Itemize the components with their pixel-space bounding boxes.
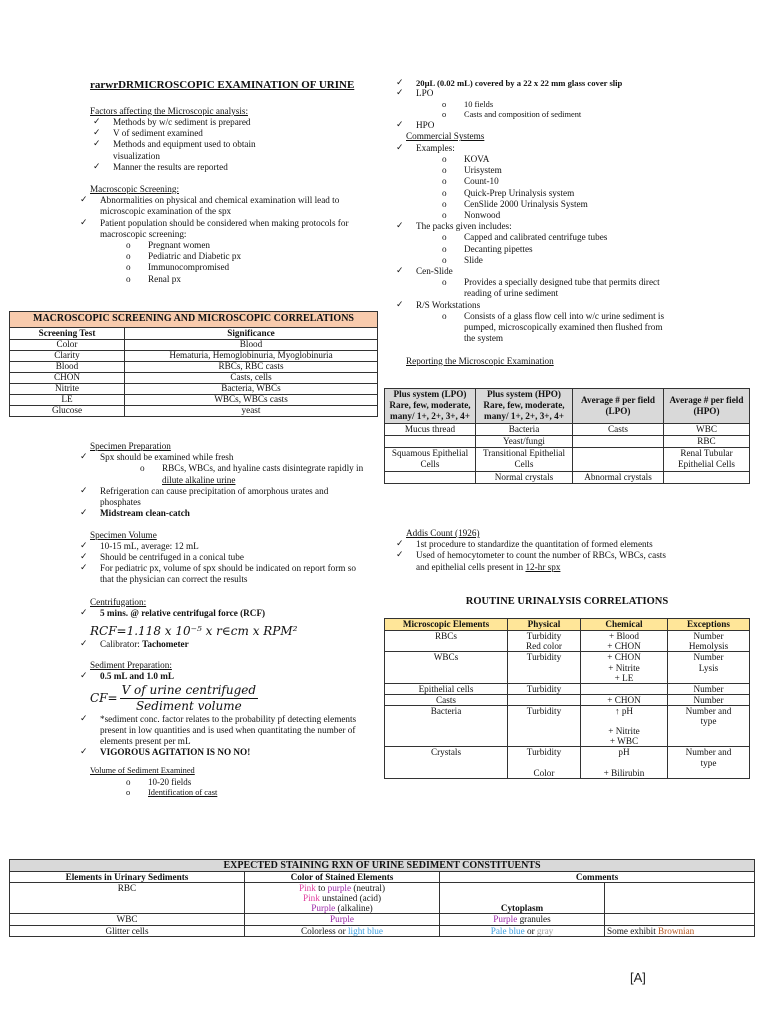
table-row <box>385 435 750 447</box>
factors-heading: Factors affecting the Microscopic analysis: <box>90 105 249 116</box>
table-cell: WBC <box>10 914 245 925</box>
column-header: Exceptions <box>668 619 750 631</box>
list-item: ✓ V of sediment examined <box>80 128 380 139</box>
column-header: Significance <box>125 327 378 339</box>
addis-section <box>406 528 756 573</box>
table-row <box>385 448 750 471</box>
table-cell: + CHON + Nitrite + LE <box>581 652 668 683</box>
list-item <box>67 639 380 650</box>
table-cell: pH + Bilirubin <box>581 747 668 778</box>
list-item: o Immunocompromised <box>80 262 380 273</box>
slide-list <box>383 78 756 100</box>
specimen-prep-section <box>90 441 380 520</box>
table-cell: Transitional Epithelial Cells <box>476 448 573 471</box>
table-cell: Purple <box>245 914 440 925</box>
cf-formula <box>90 683 380 713</box>
left-column-lower <box>90 441 380 798</box>
volume-list <box>67 541 357 586</box>
screening-table-title: MACROSCOPIC SCREENING AND MICROSCOPIC CORRELATIONS <box>10 312 378 328</box>
table-cell: Turbidity <box>508 652 581 683</box>
packs-sublist <box>396 232 756 266</box>
list-item: o 10-20 fields <box>80 777 380 788</box>
specimen-volume-heading: Specimen Volume <box>90 529 157 540</box>
list-item: o KOVA <box>396 154 756 165</box>
stain-text: Some exhibit <box>607 925 656 936</box>
table-row <box>10 361 378 372</box>
volume-examined-section <box>90 766 380 797</box>
table-cell: Bacteria <box>476 423 573 435</box>
table-cell: + Blood + CHON <box>581 631 668 652</box>
table-cell: Bacteria, WBCs <box>125 383 378 394</box>
table-cell <box>605 883 755 914</box>
cf-numerator: V of urine centrifuged <box>121 683 257 698</box>
stain-text: Purple <box>311 903 336 914</box>
centrifugation-section <box>90 597 380 650</box>
table-cell <box>581 683 668 694</box>
stain-text: Colorless or <box>301 925 346 936</box>
list-item: o Pediatric and Diabetic px <box>80 251 380 262</box>
calibrator-value: Tachometer <box>142 638 189 649</box>
table-row <box>10 405 378 416</box>
specimen-volume-section <box>90 530 380 586</box>
table-cell <box>385 435 476 447</box>
commercial-list <box>383 143 756 154</box>
table-cell <box>605 914 755 925</box>
sediment-list <box>67 671 380 682</box>
column-header: Microscopic Elements <box>385 619 508 631</box>
list-item: ✓ Abnormalities on physical and chemical examination will lead to microscopic examination of the spx <box>67 195 360 217</box>
column-header: Chemical <box>581 619 668 631</box>
table-cell: Yeast/fungi <box>476 435 573 447</box>
table-cell: Bacteria <box>385 705 508 746</box>
packs-list <box>383 221 756 232</box>
centrifugation-list <box>67 608 380 619</box>
list-item: ✓ 10-15 mL, average: 12 mL <box>67 541 357 552</box>
addis-list <box>383 539 673 573</box>
right-column <box>406 78 756 367</box>
table-cell: RBCs <box>385 631 508 652</box>
list-item: ✓ Examples: <box>383 143 756 154</box>
macroscopic-heading: Macroscopic Screening: <box>90 183 180 194</box>
list-item: ✓ Spx should be examined while fresh <box>67 452 380 463</box>
table-cell: Number and type <box>668 747 750 778</box>
column-header: Screening Test <box>10 327 125 339</box>
table-cell: Number Lysis <box>668 652 750 683</box>
examples-list <box>396 154 756 221</box>
table-cell: Number Hemolysis <box>668 631 750 652</box>
stain-text: Purple <box>493 914 518 925</box>
table-cell: Epithelial cells <box>385 683 508 694</box>
calibrator-list <box>67 639 380 650</box>
stain-text: to <box>318 883 326 894</box>
table-row <box>385 705 750 746</box>
cf-fraction <box>120 683 259 713</box>
volume-examined-list <box>80 777 380 798</box>
table-cell <box>573 435 664 447</box>
table-cell: WBCs, WBCs casts <box>125 394 378 405</box>
table-cell: Blood <box>125 340 378 351</box>
left-column <box>90 79 380 285</box>
list-item: ✓ VIGOROUS AGITATION IS NO NO! <box>67 747 357 758</box>
sediment-heading: Sediment Preparation: <box>90 659 172 670</box>
table-cell: Number and type <box>668 705 750 746</box>
specimen-prep-heading: Specimen Preparation <box>90 441 171 451</box>
table-cell: Turbidity Red color <box>508 631 581 652</box>
table-cell: Turbidity <box>508 705 581 746</box>
list-item: o Capped and calibrated centrifuge tubes <box>396 232 756 243</box>
sediment-section <box>90 660 380 759</box>
table-row <box>10 394 378 405</box>
column-header: Plus system (LPO) Rare, few, moderate, many/ 1+, 2+, 3+, 4+ <box>385 389 476 424</box>
list-item <box>80 463 370 485</box>
table-cell: ↑ pH + Nitrite + WBC <box>581 705 668 746</box>
list-item: ✓ 5 mins. @ relative centrifugal force (RCF) <box>67 608 380 619</box>
addis-text: Used of hemocytometer to count the number of RBCs, WBCs, casts and epithelial cells present in <box>416 550 666 572</box>
table-cell: Casts, cells <box>125 372 378 383</box>
table-cell: Squamous Epithelial Cells <box>385 448 476 471</box>
table-cell <box>385 471 476 483</box>
lpo-sublist <box>396 100 756 121</box>
table-row <box>385 471 750 483</box>
prep-sublist <box>80 463 370 485</box>
table-cell: Glitter cells <box>10 925 245 936</box>
stain-text: unstained (acid) <box>322 893 382 904</box>
list-item: ✓ For pediatric px, volume of spx should be indicated on report form so that the physician can correct the results <box>67 563 357 585</box>
routine-title: ROUTINE URINALYSIS CORRELATIONS <box>465 596 669 607</box>
addis-heading: Addis Count (1926) <box>406 528 480 538</box>
factors-section <box>90 106 380 173</box>
table-cell: Nitrite <box>10 383 125 394</box>
list-item: ✓ R/S Workstations <box>383 300 756 311</box>
rs-list <box>383 300 756 311</box>
table-row <box>385 747 750 778</box>
table-cell: RBCs, RBC casts <box>125 361 378 372</box>
rs-sublist <box>396 311 666 345</box>
column-header: Comments <box>440 872 755 883</box>
prep-sub-underlined: dilute alkaline urine <box>162 474 236 485</box>
column-header: Average # per field (HPO) <box>664 389 750 424</box>
cf-denominator: Sediment volume <box>135 698 242 713</box>
list-item: o Quick-Prep Urinalysis system <box>396 188 756 199</box>
commercial-heading: Commercial Systems <box>406 131 485 142</box>
list-item: o Slide <box>396 255 756 266</box>
table-row <box>10 914 755 925</box>
table-row <box>10 925 755 936</box>
table-cell <box>605 925 755 936</box>
table-cell <box>440 914 605 925</box>
table-cell: Crystals <box>385 747 508 778</box>
table-cell <box>573 448 664 471</box>
table-cell: Normal crystals <box>476 471 573 483</box>
routine-table <box>384 618 750 779</box>
table-cell: Turbidity <box>508 683 581 694</box>
cf-lhs: CF= <box>90 691 118 706</box>
censlide-sublist <box>396 277 666 299</box>
table-cell: Casts <box>385 694 508 705</box>
table-cell: Turbidity Color <box>508 747 581 778</box>
volume-examined-heading: Volume of Sediment Examined <box>90 766 195 776</box>
hpo-list <box>383 120 756 131</box>
table-cell: Hematuria, Hemoglobinuria, Myoglobinuria <box>125 350 378 361</box>
table-cell: Glucose <box>10 405 125 416</box>
list-item: ✓ HPO <box>383 120 756 131</box>
page-mark: [A] <box>630 970 646 985</box>
list-item: ✓ 0.5 mL and 1.0 mL <box>67 671 380 682</box>
table-cell: + CHON <box>581 694 668 705</box>
table-cell: CHON <box>10 372 125 383</box>
stain-text: (alkaline) <box>337 903 373 914</box>
table-cell: WBC <box>664 423 750 435</box>
list-item: o Consists of a glass flow cell into w/c urine sediment is pumped, microscopically examined then flushed from the system <box>396 311 666 345</box>
list-item: o Pregnant women <box>80 240 380 251</box>
prep-list <box>67 452 380 463</box>
list-item: o 10 fields <box>396 100 756 110</box>
rcf-formula: RCF=1.118 x 10⁻⁵ x r∈cm x RPM² <box>90 624 298 639</box>
calibrator-label: Calibrator: <box>100 638 140 649</box>
stain-text: (neutral) <box>353 883 386 894</box>
table-cell <box>245 883 440 914</box>
list-item: o CenSlide 2000 Urinalysis System <box>396 199 756 210</box>
table-cell: Mucus thread <box>385 423 476 435</box>
prep-list-2 <box>67 486 347 520</box>
macroscopic-list <box>67 195 360 240</box>
table-cell: WBCs <box>385 652 508 683</box>
table-cell <box>440 925 605 936</box>
list-item: ✓ Methods and equipment used to obtain visualization <box>80 139 293 161</box>
table-cell: LE <box>10 394 125 405</box>
table-cell: yeast <box>125 405 378 416</box>
list-item: o Renal px <box>80 274 380 285</box>
reporting-heading: Reporting the Microscopic Examination <box>406 355 554 366</box>
list-item: ✓ Should be centrifuged in a conical tube <box>67 552 357 563</box>
table-cell: RBC <box>10 883 245 914</box>
list-item: o Identification of cast <box>80 788 380 798</box>
list-item: ✓ Cen-Slide <box>383 266 756 277</box>
factors-list <box>80 117 380 173</box>
list-item: ✓ Refrigeration can cause precipitation of amorphous urates and phosphates <box>67 486 347 508</box>
table-cell: Number <box>668 683 750 694</box>
list-item: ✓ *sediment conc. factor relates to the probability pf detecting elements present in low quantities and is used when quantitating the number of elements present per mL <box>67 714 357 748</box>
list-item: o Provides a specially designed tube that permits direct reading of urine sediment <box>396 277 666 299</box>
column-header: Elements in Urinary Sediments <box>10 872 245 883</box>
table-cell <box>664 471 750 483</box>
table-cell <box>245 925 440 936</box>
column-header: Plus system (HPO) Rare, few, moderate, many/ 1+, 2+, 3+, 4+ <box>476 389 573 424</box>
column-header: Physical <box>508 619 581 631</box>
table-row <box>10 372 378 383</box>
table-cell: Blood <box>10 361 125 372</box>
list-item: ✓ Methods by w/c sediment is prepared <box>80 117 380 128</box>
table-cell: Color <box>10 340 125 351</box>
stain-text: Brownian <box>658 925 695 936</box>
stain-text: Pale blue <box>490 925 525 936</box>
table-row <box>385 683 750 694</box>
addis-underlined: 12-hr spx <box>525 561 561 572</box>
table-row <box>385 631 750 652</box>
table-row <box>10 350 378 361</box>
stain-text: Pink <box>298 883 316 894</box>
table-row <box>385 694 750 705</box>
list-item: ✓ Midstream clean-catch <box>67 508 347 519</box>
centrifugation-heading: Centrifugation: <box>90 596 147 607</box>
sediment-list-2 <box>67 714 357 759</box>
list-item: ✓ LPO <box>383 88 756 99</box>
list-item: ✓ 1st procedure to standardize the quantitation of formed elements <box>383 539 673 550</box>
table-cell <box>508 694 581 705</box>
censlide-list <box>383 266 756 277</box>
table-cell: Casts <box>573 423 664 435</box>
stain-text: purple <box>327 883 352 894</box>
table-row <box>385 652 750 683</box>
prep-sub-text: RBCs, WBCs, and hyaline casts disintegrate rapidly in <box>162 463 364 474</box>
list-item: ✓ 20µL (0.02 mL) covered by a 22 x 22 mm glass cover slip <box>383 78 756 88</box>
staining-table <box>9 859 755 937</box>
list-item: ✓ The packs given includes: <box>383 221 756 232</box>
stain-text: or <box>526 925 535 936</box>
staining-table-title: EXPECTED STAINING RXN OF URINE SEDIMENT CONSTITUENTS <box>10 860 755 872</box>
table-row <box>385 423 750 435</box>
column-header: Average # per field (LPO) <box>573 389 664 424</box>
stain-text: granules <box>519 914 551 925</box>
screening-table <box>9 311 378 417</box>
list-item: o Nonwood <box>396 210 756 221</box>
list-item: o Decanting pipettes <box>396 244 756 255</box>
table-row <box>10 883 755 914</box>
table-cell: Cytoplasm <box>440 883 605 914</box>
list-item: o Urisystem <box>396 165 756 176</box>
table-row <box>10 340 378 351</box>
column-header: Color of Stained Elements <box>245 872 440 883</box>
list-item <box>383 550 673 572</box>
stain-text: Pink <box>302 893 320 904</box>
table-row <box>10 383 378 394</box>
list-item: o Count-10 <box>396 176 756 187</box>
table-cell: Clarity <box>10 350 125 361</box>
table-cell: RBC <box>664 435 750 447</box>
page-title: rarwrDRMICROSCOPIC EXAMINATION OF URINE <box>90 79 355 91</box>
stain-text: gray <box>536 925 554 936</box>
table-cell: Abnormal crystals <box>573 471 664 483</box>
macroscopic-section <box>90 184 380 285</box>
list-item: ✓ Manner the results are reported <box>80 162 380 173</box>
table-cell: Renal Tubular Epithelial Cells <box>664 448 750 471</box>
table-cell: Number <box>668 694 750 705</box>
stain-text: light blue <box>348 925 383 936</box>
list-item: o Casts and composition of sediment <box>396 110 756 120</box>
reporting-table <box>384 388 750 484</box>
list-item: ✓ Patient population should be considered when making protocols for macroscopic screening: <box>67 218 360 240</box>
population-list <box>80 240 380 285</box>
